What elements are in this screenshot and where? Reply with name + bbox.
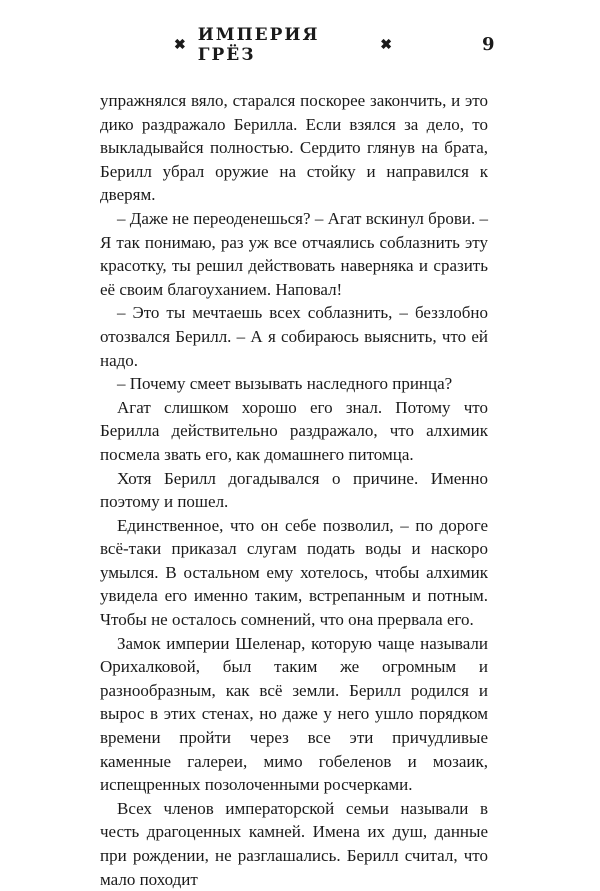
paragraph: – Это ты мечтаешь всех соблазнить, – беззлобно отозвался Берилл. – А я собираюсь выяснить, что ей надо. bbox=[100, 303, 488, 370]
paragraph: – Почему смеет вызывать наследного принца? bbox=[117, 374, 453, 394]
paragraph: Замок империи Шеленар, которую чаще называли Орихалковой, был таким же огромным и разнообразным, как всё земли. Берилл родился и вырос в этих стенах, но даже у него ушло порядком времени пройти через все эти причудливые каменные галереи, мимо гобеленов и мозаик, испещренных позолоченными росчерками. bbox=[100, 633, 488, 795]
page-number: 9 bbox=[482, 34, 495, 55]
book-title: ИМПЕРИЯ ГРЁЗ bbox=[197, 25, 320, 65]
running-title bbox=[174, 25, 394, 65]
ornament-right-icon: ✖ bbox=[380, 37, 394, 53]
body-text bbox=[100, 89, 488, 891]
ornament-left-icon: ✖ bbox=[174, 37, 188, 53]
paragraph: – Даже не переоденешься? – Агат вскинул брови. – Я так понимаю, раз уж все отчаялись соблазнить эту красотку, ты решил действовать наверняка и сразить её своим благоуханием. Наповал! bbox=[100, 208, 488, 299]
paragraph: Единственное, что он себе позволил, – по дороге всё-таки приказал слугам подать воды и наскоро умылся. В остальном ему хотелось, чтобы алхимик увидела его именно таким, встрепанным и потным. Чтобы не осталось сомнений, что она прервала его. bbox=[100, 515, 488, 630]
paragraph-continued: упражнялся вяло, старался поскорее закончить, и это дико раздражало Берилла. Если взялся за дело, то выкладывайся полностью. Сердито глянув на брата, Берилл убрал оружие на стойку и направился к дверям. bbox=[100, 91, 488, 205]
page-header bbox=[0, 25, 600, 65]
paragraph: Хотя Берилл догадывался о причине. Именно поэтому и пошел. bbox=[100, 468, 488, 512]
paragraph: Всех членов императорской семьи называли в честь драгоценных камней. Имена их душ, данные при рождении, не разглашались. Берилл считал, что мало походит bbox=[100, 798, 488, 889]
paragraph: Агат слишком хорошо его знал. Потому что Берилла действительно раздражало, что алхимик посмела звать его, как домашнего питомца. bbox=[100, 397, 488, 464]
